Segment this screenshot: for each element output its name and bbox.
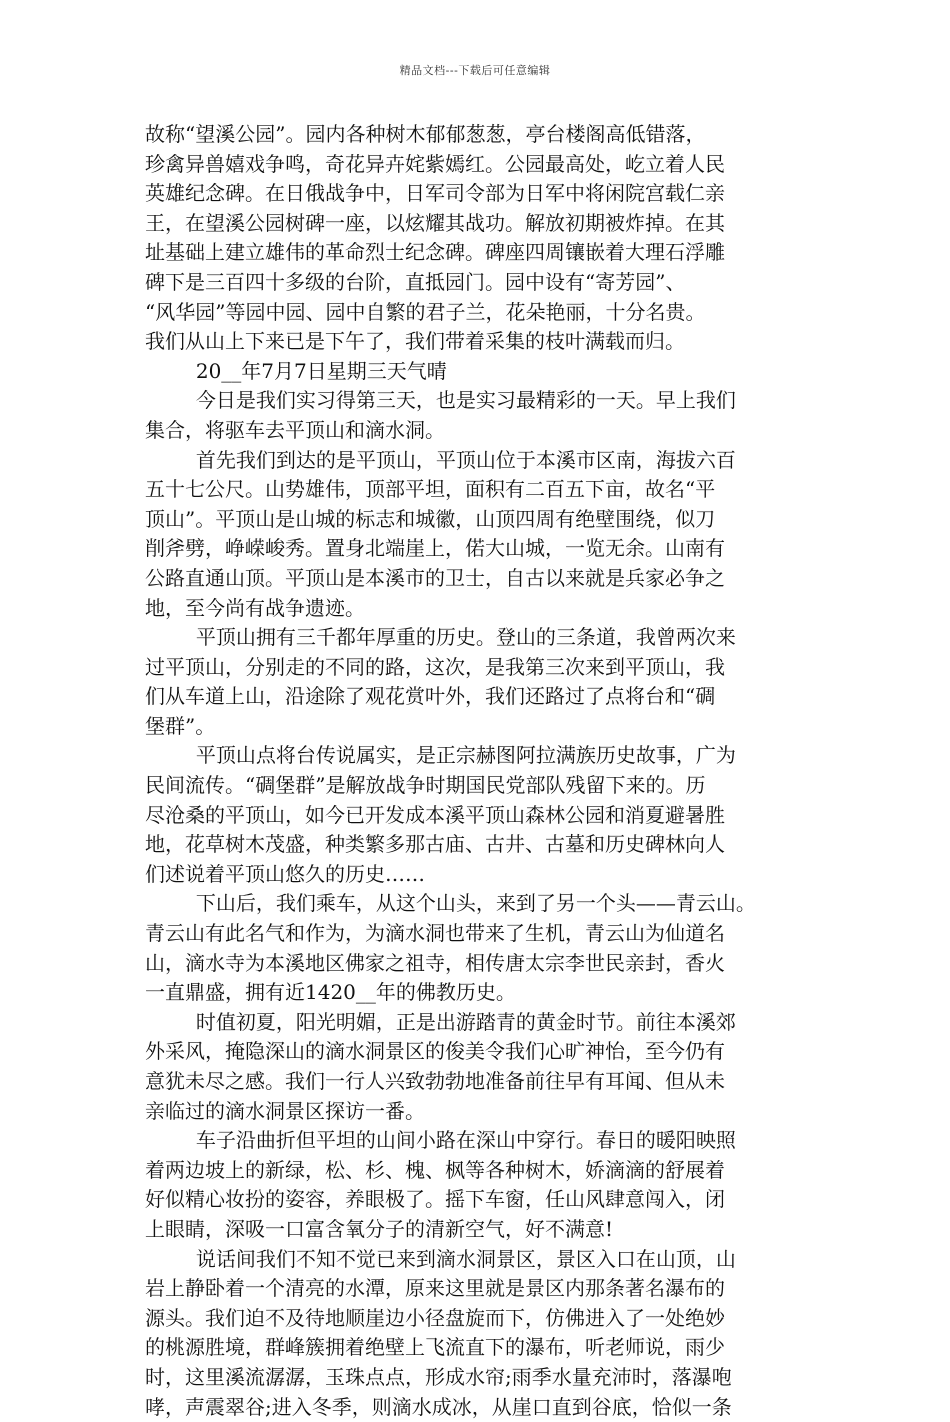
text-line: 堡群”。 xyxy=(145,713,216,738)
text-line: 20__年7月7日星期三天气晴 xyxy=(145,358,447,383)
text-line: 故称“望溪公园”。园内各种树木郁郁葱葱，亭台楼阁高低错落， xyxy=(145,122,706,146)
text-line: 时值初夏，阳光明媚，正是出游踏青的黄金时节。前往本溪郊 xyxy=(145,1009,736,1034)
text-line: 王，在望溪公园树碑一座，以炫耀其战功。解放初期被炸掉。在其 xyxy=(145,210,725,235)
text-line: 英雄纪念碑。在日俄战争中，日军司令部为日军中将闲院宫载仁亲 xyxy=(145,181,725,206)
text-line: 五十七公尺。山势雄伟，顶部平坦，面积有二百五下亩，故名“平 xyxy=(145,477,716,502)
text-line: 址基础上建立雄伟的革命烈士纪念碑。碑座四周镶嵌着大理石浮雕 xyxy=(145,240,725,265)
text-line: 集合，将驱车去平顶山和滴水洞。 xyxy=(145,417,445,442)
text-line: 源头。我们迫不及待地顺崖边小径盘旋而下，仿佛进入了一处绝妙 xyxy=(145,1305,725,1330)
text-line: 上眼睛，深吸一口富含氧分子的清新空气，好不满意! xyxy=(145,1216,614,1241)
page-header: 精品文档---下载后可任意编辑 xyxy=(399,64,551,77)
text-line: 过平顶山，分别走的不同的路，这次，是我第三次来到平顶山，我 xyxy=(145,654,725,679)
text-line: 说话间我们不知不觉已来到滴水洞景区，景区入口在山顶，山 xyxy=(145,1246,736,1271)
text-line: “风华园”等园中园、园中自繁的君子兰，花朵艳丽，十分名贵。 xyxy=(145,299,706,324)
text-line: 们述说着平顶山悠久的历史…… xyxy=(145,861,425,886)
text-line: 时，这里溪流潺潺，玉珠点点，形成水帘;雨季水量充沛时，落瀑咆 xyxy=(145,1364,732,1389)
text-line: 青云山有此名气和作为，为滴水洞也带来了生机，青云山为仙道名 xyxy=(145,921,725,946)
text-line: 们从车道上山，沿途除了观花赏叶外，我们还路过了点将台和“碉 xyxy=(145,684,716,709)
text-line: 一直鼎盛，拥有近1420__年的佛教历史。 xyxy=(145,980,516,1005)
text-line: 下山后，我们乘车，从这个山头，来到了另一个头——青云山。 xyxy=(145,891,756,916)
text-line: 外采风，掩隐深山的滴水洞景区的俊美令我们心旷神怡，至今仍有 xyxy=(145,1039,725,1064)
text-line: 的桃源胜境，群峰簇拥着绝壁上飞流直下的瀑布，听老师说，雨少 xyxy=(145,1335,725,1360)
text-line: 公路直通山顶。平顶山是本溪市的卫士，自古以来就是兵家必争之 xyxy=(145,565,725,590)
text-line: 地，至今尚有战争遗迹。 xyxy=(145,595,365,620)
text-line: 我们从山上下来已是下午了，我们带着采集的枝叶满载而归。 xyxy=(145,329,685,354)
text-line: 平顶山点将台传说属实，是正宗赫图阿拉满族历史故事，广为 xyxy=(145,743,736,768)
text-line: 平顶山拥有三千都年厚重的历史。登山的三条道，我曾两次来 xyxy=(145,625,736,650)
text-line: 碑下是三百四十多级的台阶，直抵园门。园中设有“寄芳园”、 xyxy=(145,269,686,294)
text-line: 车子沿曲折但平坦的山间小路在深山中穿行。春日的暖阳映照 xyxy=(145,1128,736,1153)
text-line: 山，滴水寺为本溪地区佛家之祖寺，相传唐太宗李世民亲封，香火 xyxy=(145,950,725,975)
text-line: 意犹未尽之感。我们一行人兴致勃勃地准备前往早有耳闻、但从未 xyxy=(145,1069,725,1093)
text-line: 民间流传。“碉堡群”是解放战争时期国民党部队残留下来的。历 xyxy=(145,773,706,798)
text-line: 削斧劈，峥嵘峻秀。置身北端崖上，偌大山城，一览无余。山南有 xyxy=(145,536,725,561)
text-line: 哮，声震翠谷;进入冬季，则滴水成冰，从崖口直到谷底，恰似一条 xyxy=(145,1394,732,1419)
text-line: 岩上静卧着一个清亮的水潭，原来这里就是景区内那条著名瀑布的 xyxy=(145,1276,725,1301)
text-line: 地，花草树木茂盛，种类繁多那古庙、古井、古墓和历史碑林向人 xyxy=(145,832,725,857)
text-line: 尽沧桑的平顶山，如今已开发成本溪平顶山森林公园和消夏避暑胜 xyxy=(145,802,725,827)
text-line: 着两边坡上的新绿，松、杉、槐、枫等各种树木，娇滴滴的舒展着 xyxy=(145,1157,725,1182)
text-line: 首先我们到达的是平顶山，平顶山位于本溪市区南，海拔六百 xyxy=(145,447,736,472)
text-line: 好似精心妆扮的姿容，养眼极了。摇下车窗，任山风肆意闯入，闭 xyxy=(145,1187,725,1212)
text-line: 亲临过的滴水洞景区探访一番。 xyxy=(145,1098,425,1123)
text-line: 今日是我们实习得第三天，也是实习最精彩的一天。早上我们 xyxy=(145,388,736,413)
body-text xyxy=(145,120,825,1422)
text-line: 顶山”。平顶山是山城的标志和城徽，山顶四周有绝壁围绕，似刀 xyxy=(145,506,716,531)
text-line: 珍禽异兽嬉戏争鸣，奇花异卉姹紫嫣红。公园最高处，屹立着人民 xyxy=(145,151,725,176)
